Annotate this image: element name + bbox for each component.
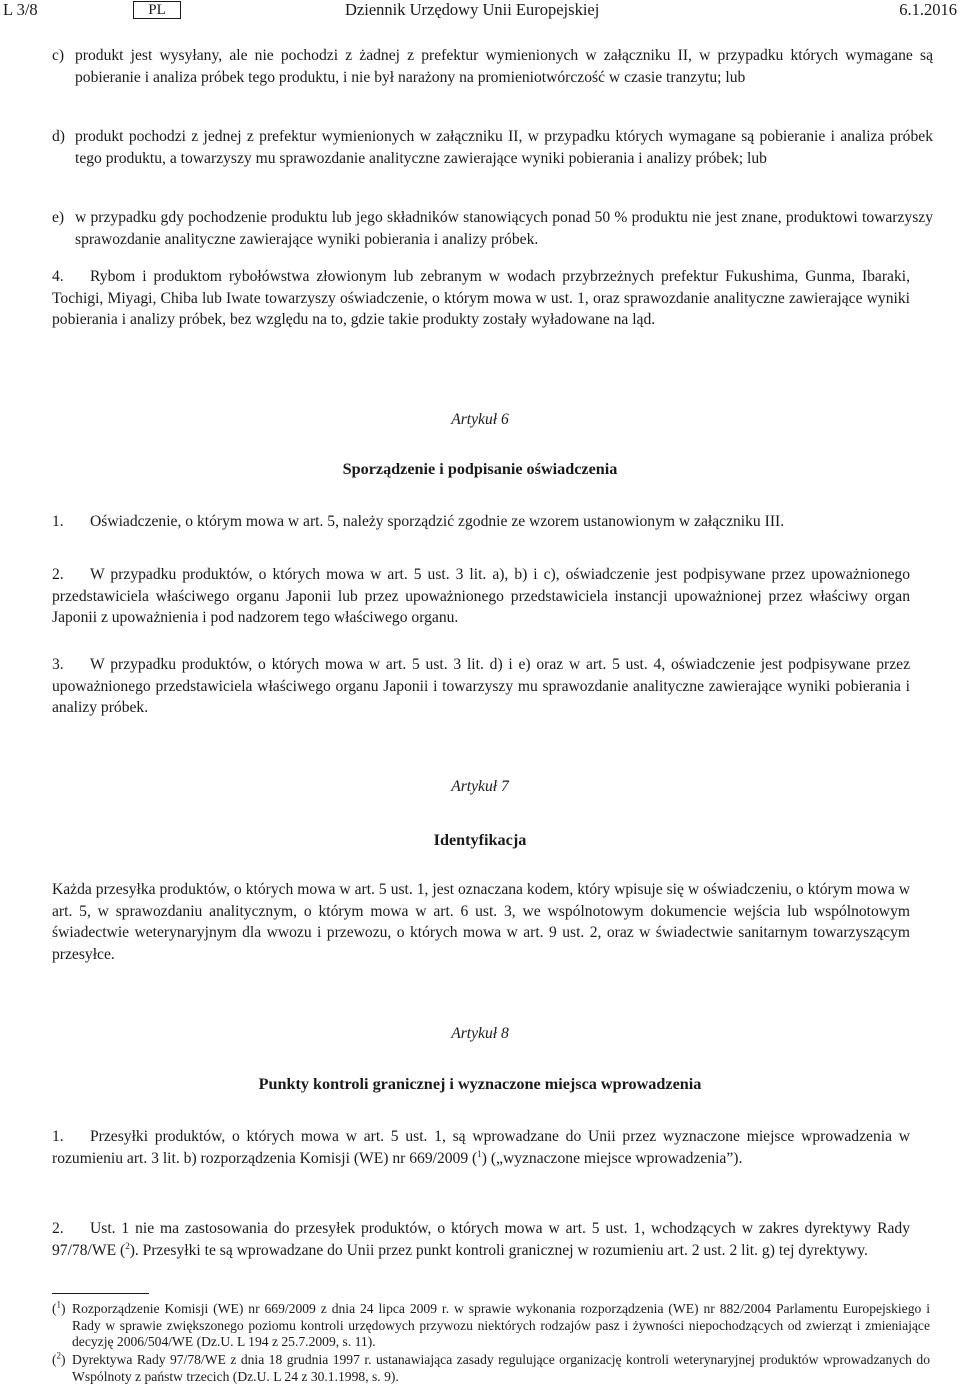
footnote-1-marker: ($^1$) — [52, 1299, 66, 1316]
item-e-text: w przypadku gdy pochodzenie produktu lub jego składników stanowiących ponad 50 % produktu nie jest znane, produktowi towarzyszy sprawozdanie analityczne zawierające wyniki pobierania i analizy próbek. — [75, 209, 933, 248]
article-6-heading: Artykuł 6 — [451, 411, 509, 428]
footnote-ref-1[interactable]: 1 — [477, 1148, 482, 1159]
article-6-paragraph-2 — [52, 564, 910, 629]
article-8-title: Punkty kontroli granicznej i wyznaczone miejsca wprowadzenia — [258, 1075, 702, 1093]
article-6-p3-number: 3. — [52, 656, 64, 673]
footnote-2-number: 2 — [56, 1350, 62, 1361]
item-d-text: produkt pochodzi z jednej z prefektur wymienionych w załączniku II, w przypadku których wymagane są pobieranie i analiza próbek tego produktu, a towarzyszy mu sprawozdanie analityczne zawierające wyniki pobierania i analizy próbek; lub — [75, 128, 933, 167]
article-7-heading: Artykuł 7 — [451, 778, 509, 795]
footnote-2-text: Dyrektywa Rady 97/78/WE z dnia 18 grudnia 1997 r. ustanawiająca zasady regulujące organizację kontroli weterynaryjnej produktów wprowadzanych do Wspólnoty z państw trzecich (Dz.U. L 24 z 30.1.1998, s. 9). — [72, 1352, 930, 1384]
article-8-paragraph-2 — [52, 1218, 910, 1261]
article-6-paragraph-3 — [52, 654, 910, 719]
footnote-1-number: 1 — [56, 1299, 62, 1310]
article-6-title: Sporządzenie i podpisanie oświadczenia — [342, 460, 618, 478]
paragraph-4-text: Rybom i produktom rybołówstwa złowionym lub zebranym w wodach przybrzeżnych prefektur Fukushima, Gunma, Ibaraki, Tochigi, Miyagi, Chiba lub Iwate towarzyszy oświadczenie, o którym mowa w ust. 1, oraz sprawozdanie analityczne zawierające wyniki pobierania i analizy próbek, bez względu na to, gdzie takie produkty zostały wyładowane na ląd. — [52, 268, 910, 328]
footnote-2-marker: ($^2$) — [52, 1350, 66, 1367]
language-code-box: PL — [133, 1, 181, 19]
paragraph-4-number: 4. — [52, 268, 64, 285]
journal-title: Dziennik Urzędowy Unii Europejskiej — [345, 0, 600, 19]
item-e-label: e) — [52, 209, 65, 226]
footnote-1-text: Rozporządzenie Komisji (WE) nr 669/2009 z dnia 24 lipca 2009 r. w sprawie wykonania rozporządzenia (WE) nr 882/2004 Parlamentu Europejskiego i Rady w sprawie zwiększonego poziomu kontroli urzędowych przywozu niektórych rodzajów pasz i żywności niepochodzących od zwierząt i zmieniające decyzję 2006/504/WE (Dz.U. L 194 z 25.7.2009, s. 11). — [72, 1301, 930, 1349]
item-d — [52, 126, 933, 169]
item-c-label: c) — [52, 47, 65, 64]
item-d-label: d) — [52, 128, 65, 145]
article-6-p3-text: W przypadku produktów, o których mowa w art. 5 ust. 3 lit. d) i e) oraz w art. 5 ust. 4, oświadczenie jest podpisywane przez upoważnionego przedstawiciela właściwego organu Japonii i towarzyszy mu sprawozdanie analityczne zawierające wyniki pobierania i analizy próbek. — [52, 656, 910, 716]
article-8-heading: Artykuł 8 — [451, 1025, 509, 1042]
article-7-text: Każda przesyłka produktów, o których mowa w art. 5 ust. 1, jest oznaczana kodem, który wpisuje się w oświadczeniu, o którym mowa w art. 5, w sprawozdaniu analitycznym, o którym mowa w art. 6 ust. 3, we wspólnotowym dokumencie wejścia lub wspólnotowym świadectwie weterynaryjnym dla wwozu i przewozu, o których mowa w art. 9 ust. 2, oraz w świadectwie sanitarnym towarzyszącym przesyłce. — [52, 881, 910, 963]
article-6-p1-text: Oświadczenie, o którym mowa w art. 5, należy sporządzić zgodnie ze wzorem ustanowionym w załączniku III. — [90, 513, 785, 530]
article-8-p2-text-start: Ust. 1 nie ma zastosowania do przesyłek produktów, o których mowa w art. 5 ust. 1, wchodzących w zakres dyrektywy Rady 97/78/WE ( — [52, 1220, 910, 1259]
footnote-1 — [52, 1301, 930, 1351]
article-8-paragraph-1 — [52, 1126, 910, 1169]
publication-date: 6.1.2016 — [899, 0, 957, 19]
article-8-p1-number: 1. — [52, 1128, 64, 1145]
footnote-2 — [52, 1352, 930, 1385]
paragraph-4 — [52, 266, 910, 331]
page-reference: L 3/8 — [3, 0, 38, 19]
article-6-p2-text: W przypadku produktów, o których mowa w art. 5 ust. 3 lit. a), b) i c), oświadczenie jest podpisywane przez upoważnionego przedstawiciela właściwego organu Japonii lub przez upoważnionego przedstawiciela instancji upoważnionej przez właściwy organ Japonii z upoważnienia i pod nadzorem tego właściwego organu. — [52, 566, 910, 626]
article-8-p2-number: 2. — [52, 1220, 64, 1237]
item-c-text: produkt jest wysyłany, ale nie pochodzi z żadnej z prefektur wymienionych w załączniku II, w przypadku których wymagane są pobieranie i analiza próbek tego produktu, i nie był narażony na promieniotwórczość w czasie tranzytu; lub — [75, 47, 933, 86]
article-6-paragraph-1 — [52, 511, 910, 533]
footnote-ref-2[interactable]: 2 — [125, 1240, 130, 1251]
article-6-p1-number: 1. — [52, 513, 64, 530]
item-e — [52, 207, 933, 250]
article-7-title: Identyfikacja — [433, 831, 527, 849]
article-8-p1-text-end: ) („wyznaczone miejsce wprowadzenia”). — [481, 1149, 743, 1167]
article-8-p2-text-end: ). Przesyłki te są wprowadzane do Unii przez punkt kontroli granicznej w rozumieniu art. 2 ust. 2 lit. g) tej dyrektywy. — [129, 1241, 868, 1259]
article-8-p1-text-start: Przesyłki produktów, o których mowa w art. 5 ust. 1, są wprowadzane do Unii przez wyznaczone miejsce wprowadzenia w rozumieniu art. 3 lit. b) rozporządzenia Komisji (WE) nr 669/2009 ( — [52, 1128, 910, 1167]
item-c — [52, 45, 933, 88]
footnote-separator — [52, 1293, 149, 1294]
article-6-p2-number: 2. — [52, 566, 64, 583]
page-header — [0, 0, 960, 22]
